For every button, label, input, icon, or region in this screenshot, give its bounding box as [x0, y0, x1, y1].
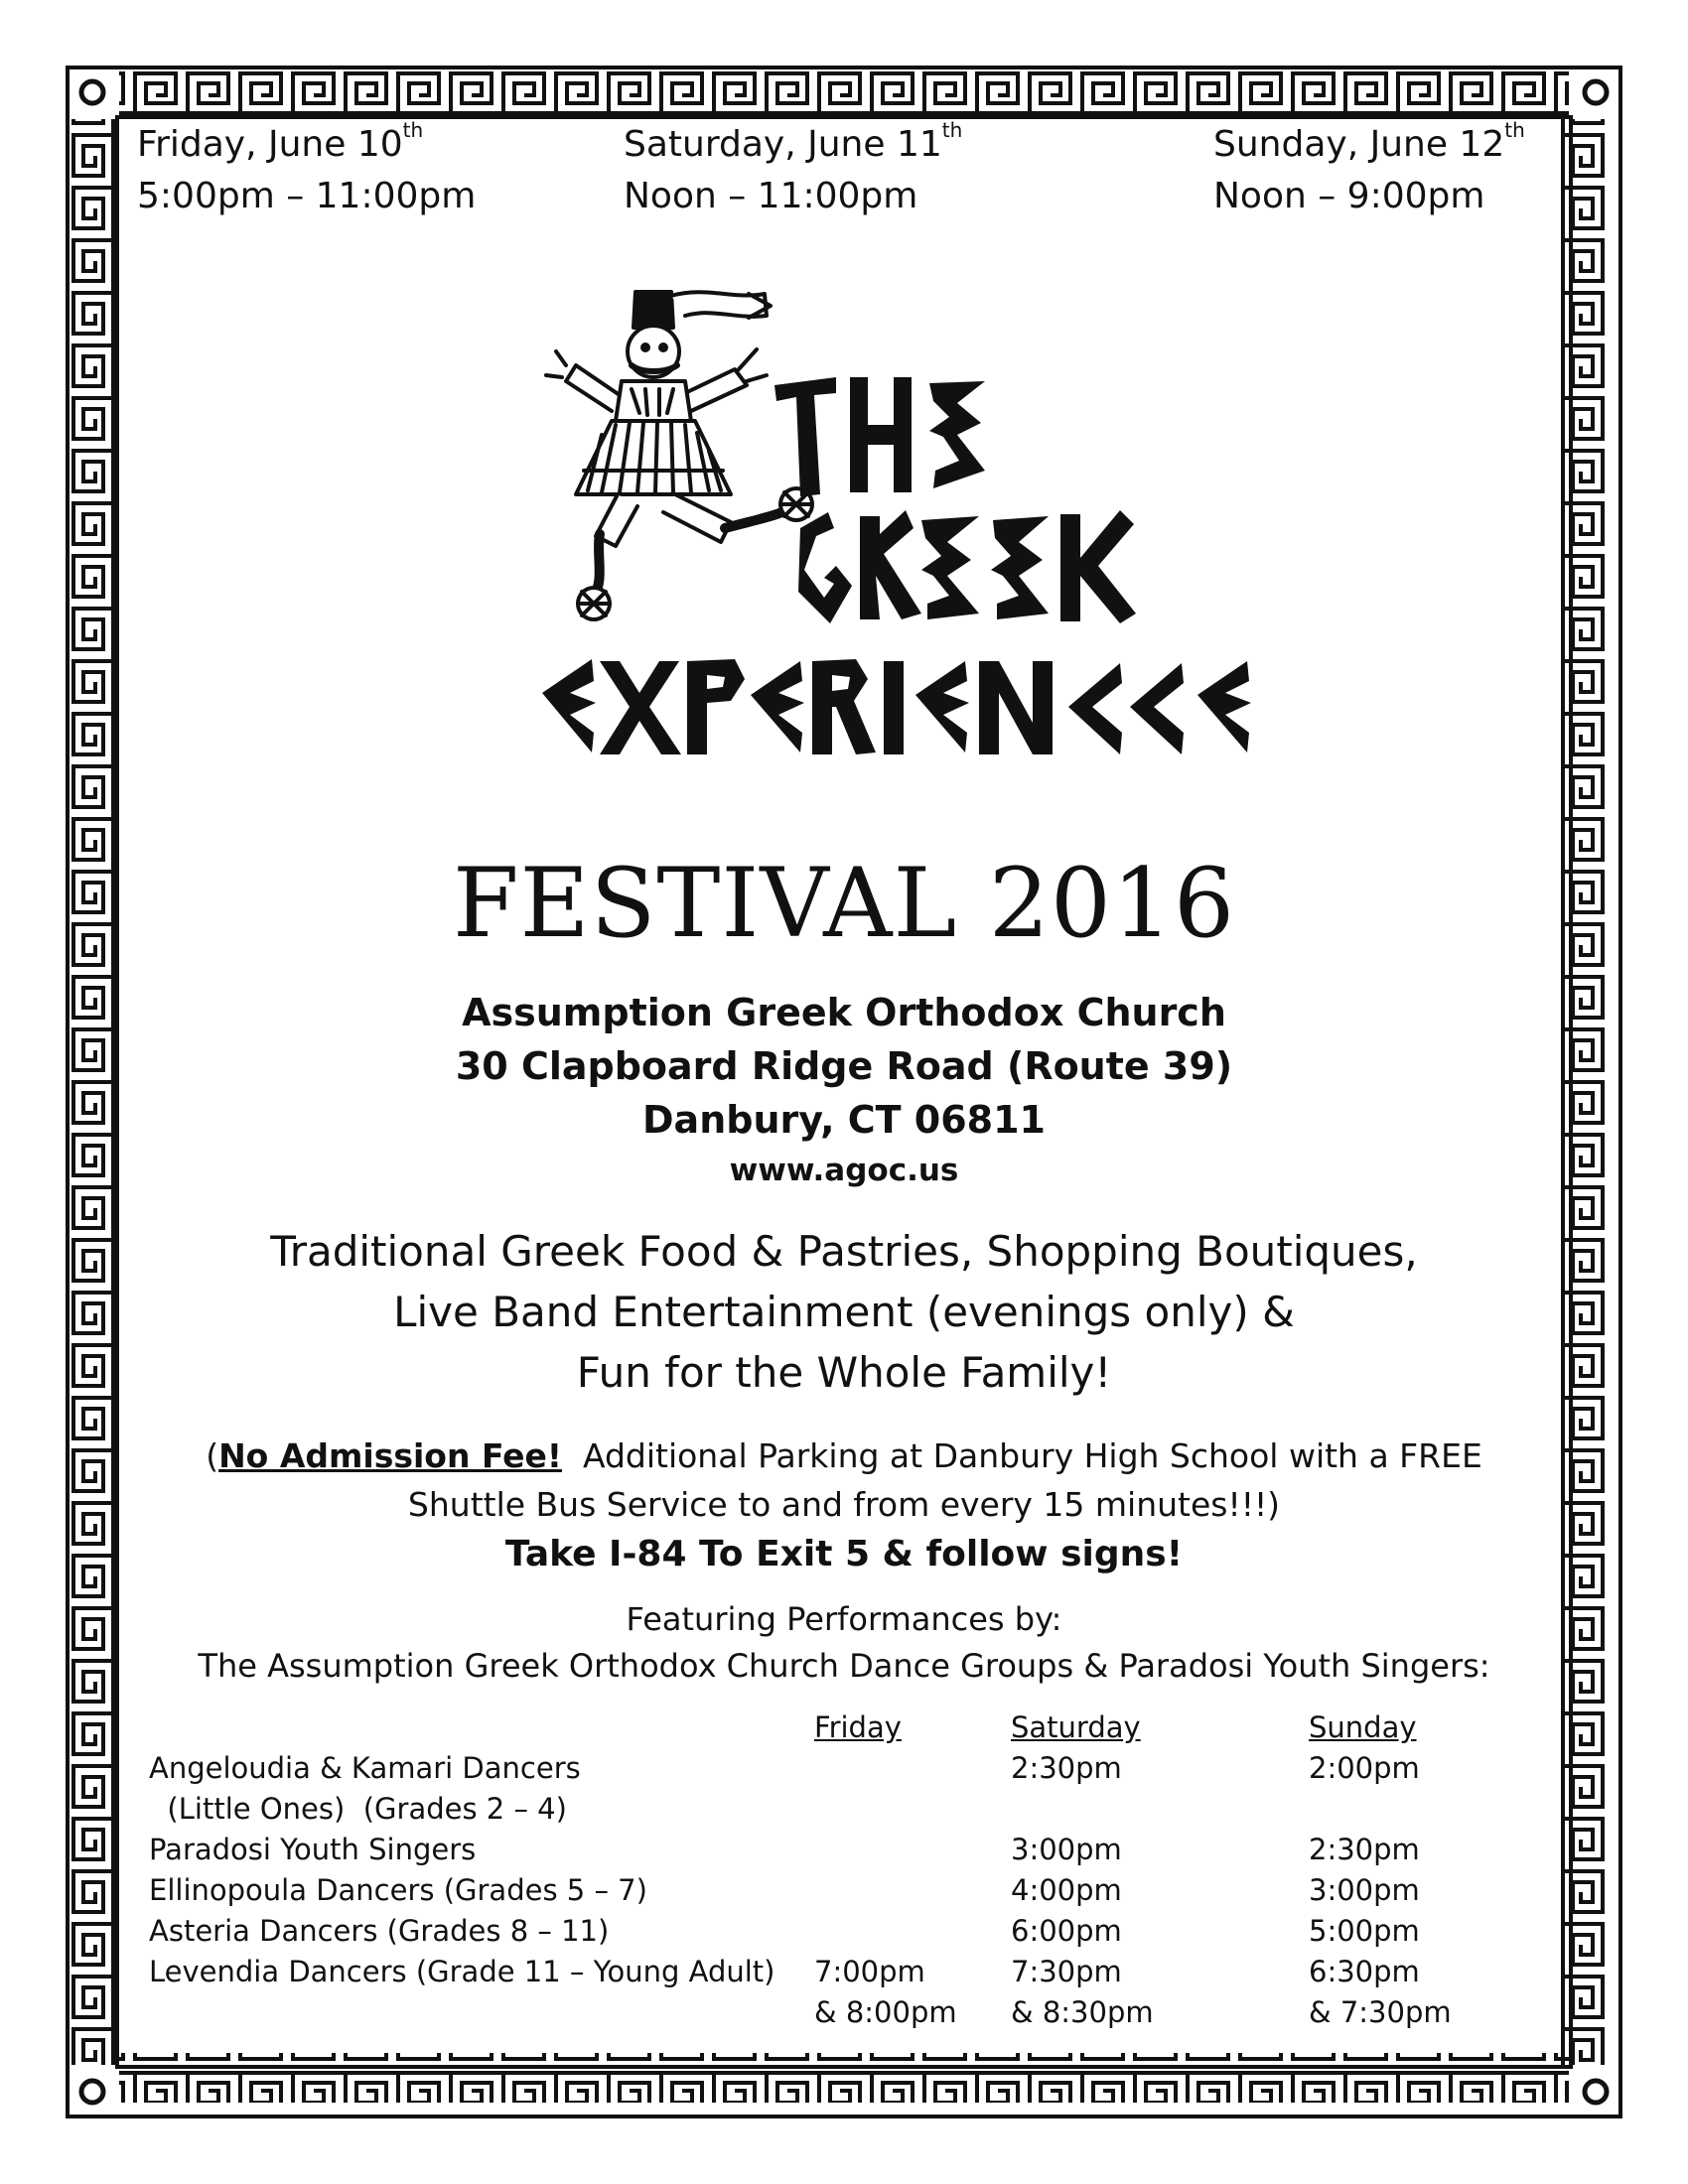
festival-title: FESTIVAL 2016 [452, 848, 1236, 959]
friday-schedule: Friday, June 10th 5:00pm – 11:00pm [137, 119, 476, 222]
greek-experience-logo [536, 286, 1291, 852]
performance-time: 7:00pm [814, 1955, 925, 1988]
performance-time: 5:00pm [1309, 1914, 1420, 1948]
venue-street: 30 Clapboard Ridge Road (Route 39) [455, 1044, 1233, 1088]
performance-time: 2:30pm [1011, 1751, 1122, 1785]
performance-time: 6:30pm [1309, 1955, 1420, 1988]
no-admission-fee: No Admission Fee! [218, 1436, 562, 1475]
admission-notice: (No Admission Fee! Additional Parking at Danbury High School with a FREE [206, 1436, 1482, 1475]
column-header-saturday: Saturday [1011, 1710, 1141, 1744]
logo-text-experience [542, 659, 1251, 754]
performer-name: Paradosi Youth Singers [149, 1833, 477, 1866]
venue-url-link[interactable]: www.agoc.us [729, 1153, 959, 1188]
performance-time: 6:00pm [1011, 1914, 1122, 1948]
performance-time: 3:00pm [1011, 1833, 1122, 1866]
performance-time: 7:30pm [1011, 1955, 1122, 1988]
performer-name: Angeloudia & Kamari Dancers [149, 1751, 581, 1785]
performer-subtitle: (Little Ones) (Grades 2 – 4) [149, 1792, 567, 1826]
column-header-sunday: Sunday [1309, 1710, 1417, 1744]
shuttle-notice: Shuttle Bus Service to and from every 15 minutes!!!) [407, 1485, 1281, 1524]
logo-text-greek [798, 510, 1136, 623]
performer-name: Levendia Dancers (Grade 11 – Young Adult) [149, 1955, 775, 1988]
saturday-hours: Noon – 11:00pm [624, 176, 918, 216]
venue-city: Danbury, CT 06811 [642, 1098, 1046, 1142]
performer-name: Asteria Dancers (Grades 8 – 11) [149, 1914, 610, 1948]
greek-dancer-icon [546, 292, 812, 619]
directions: Take I-84 To Exit 5 & follow signs! [504, 1534, 1184, 1574]
saturday-schedule: Saturday, June 11th Noon – 11:00pm [624, 119, 962, 222]
flyer-content [119, 119, 1569, 2065]
performer-name: Ellinopoula Dancers (Grades 5 – 7) [149, 1873, 647, 1907]
sunday-schedule: Sunday, June 12th Noon – 9:00pm [1213, 119, 1525, 222]
featuring-groups: The Assumption Greek Orthodox Church Dance Groups & Paradosi Youth Singers: [198, 1647, 1490, 1685]
sunday-hours: Noon – 9:00pm [1213, 176, 1485, 216]
performance-time: 2:00pm [1309, 1751, 1420, 1785]
performance-time: & 8:30pm [1011, 1995, 1154, 2029]
column-header-friday: Friday [814, 1710, 902, 1744]
performance-time: & 8:00pm [814, 1995, 957, 2029]
performance-time: & 7:30pm [1309, 1995, 1452, 2029]
tagline-line-2: Live Band Entertainment (evenings only) & [393, 1288, 1295, 1336]
venue-name: Assumption Greek Orthodox Church [462, 991, 1226, 1034]
tagline-line-1: Traditional Greek Food & Pastries, Shopping Boutiques, [270, 1227, 1418, 1276]
performance-time: 3:00pm [1309, 1873, 1420, 1907]
featuring-heading: Featuring Performances by: [626, 1600, 1062, 1638]
friday-hours: 5:00pm – 11:00pm [137, 176, 477, 216]
tagline-line-3: Fun for the Whole Family! [576, 1348, 1112, 1397]
performance-time: 2:30pm [1309, 1833, 1420, 1866]
performance-time: 4:00pm [1011, 1873, 1122, 1907]
logo-text-the [774, 377, 985, 496]
